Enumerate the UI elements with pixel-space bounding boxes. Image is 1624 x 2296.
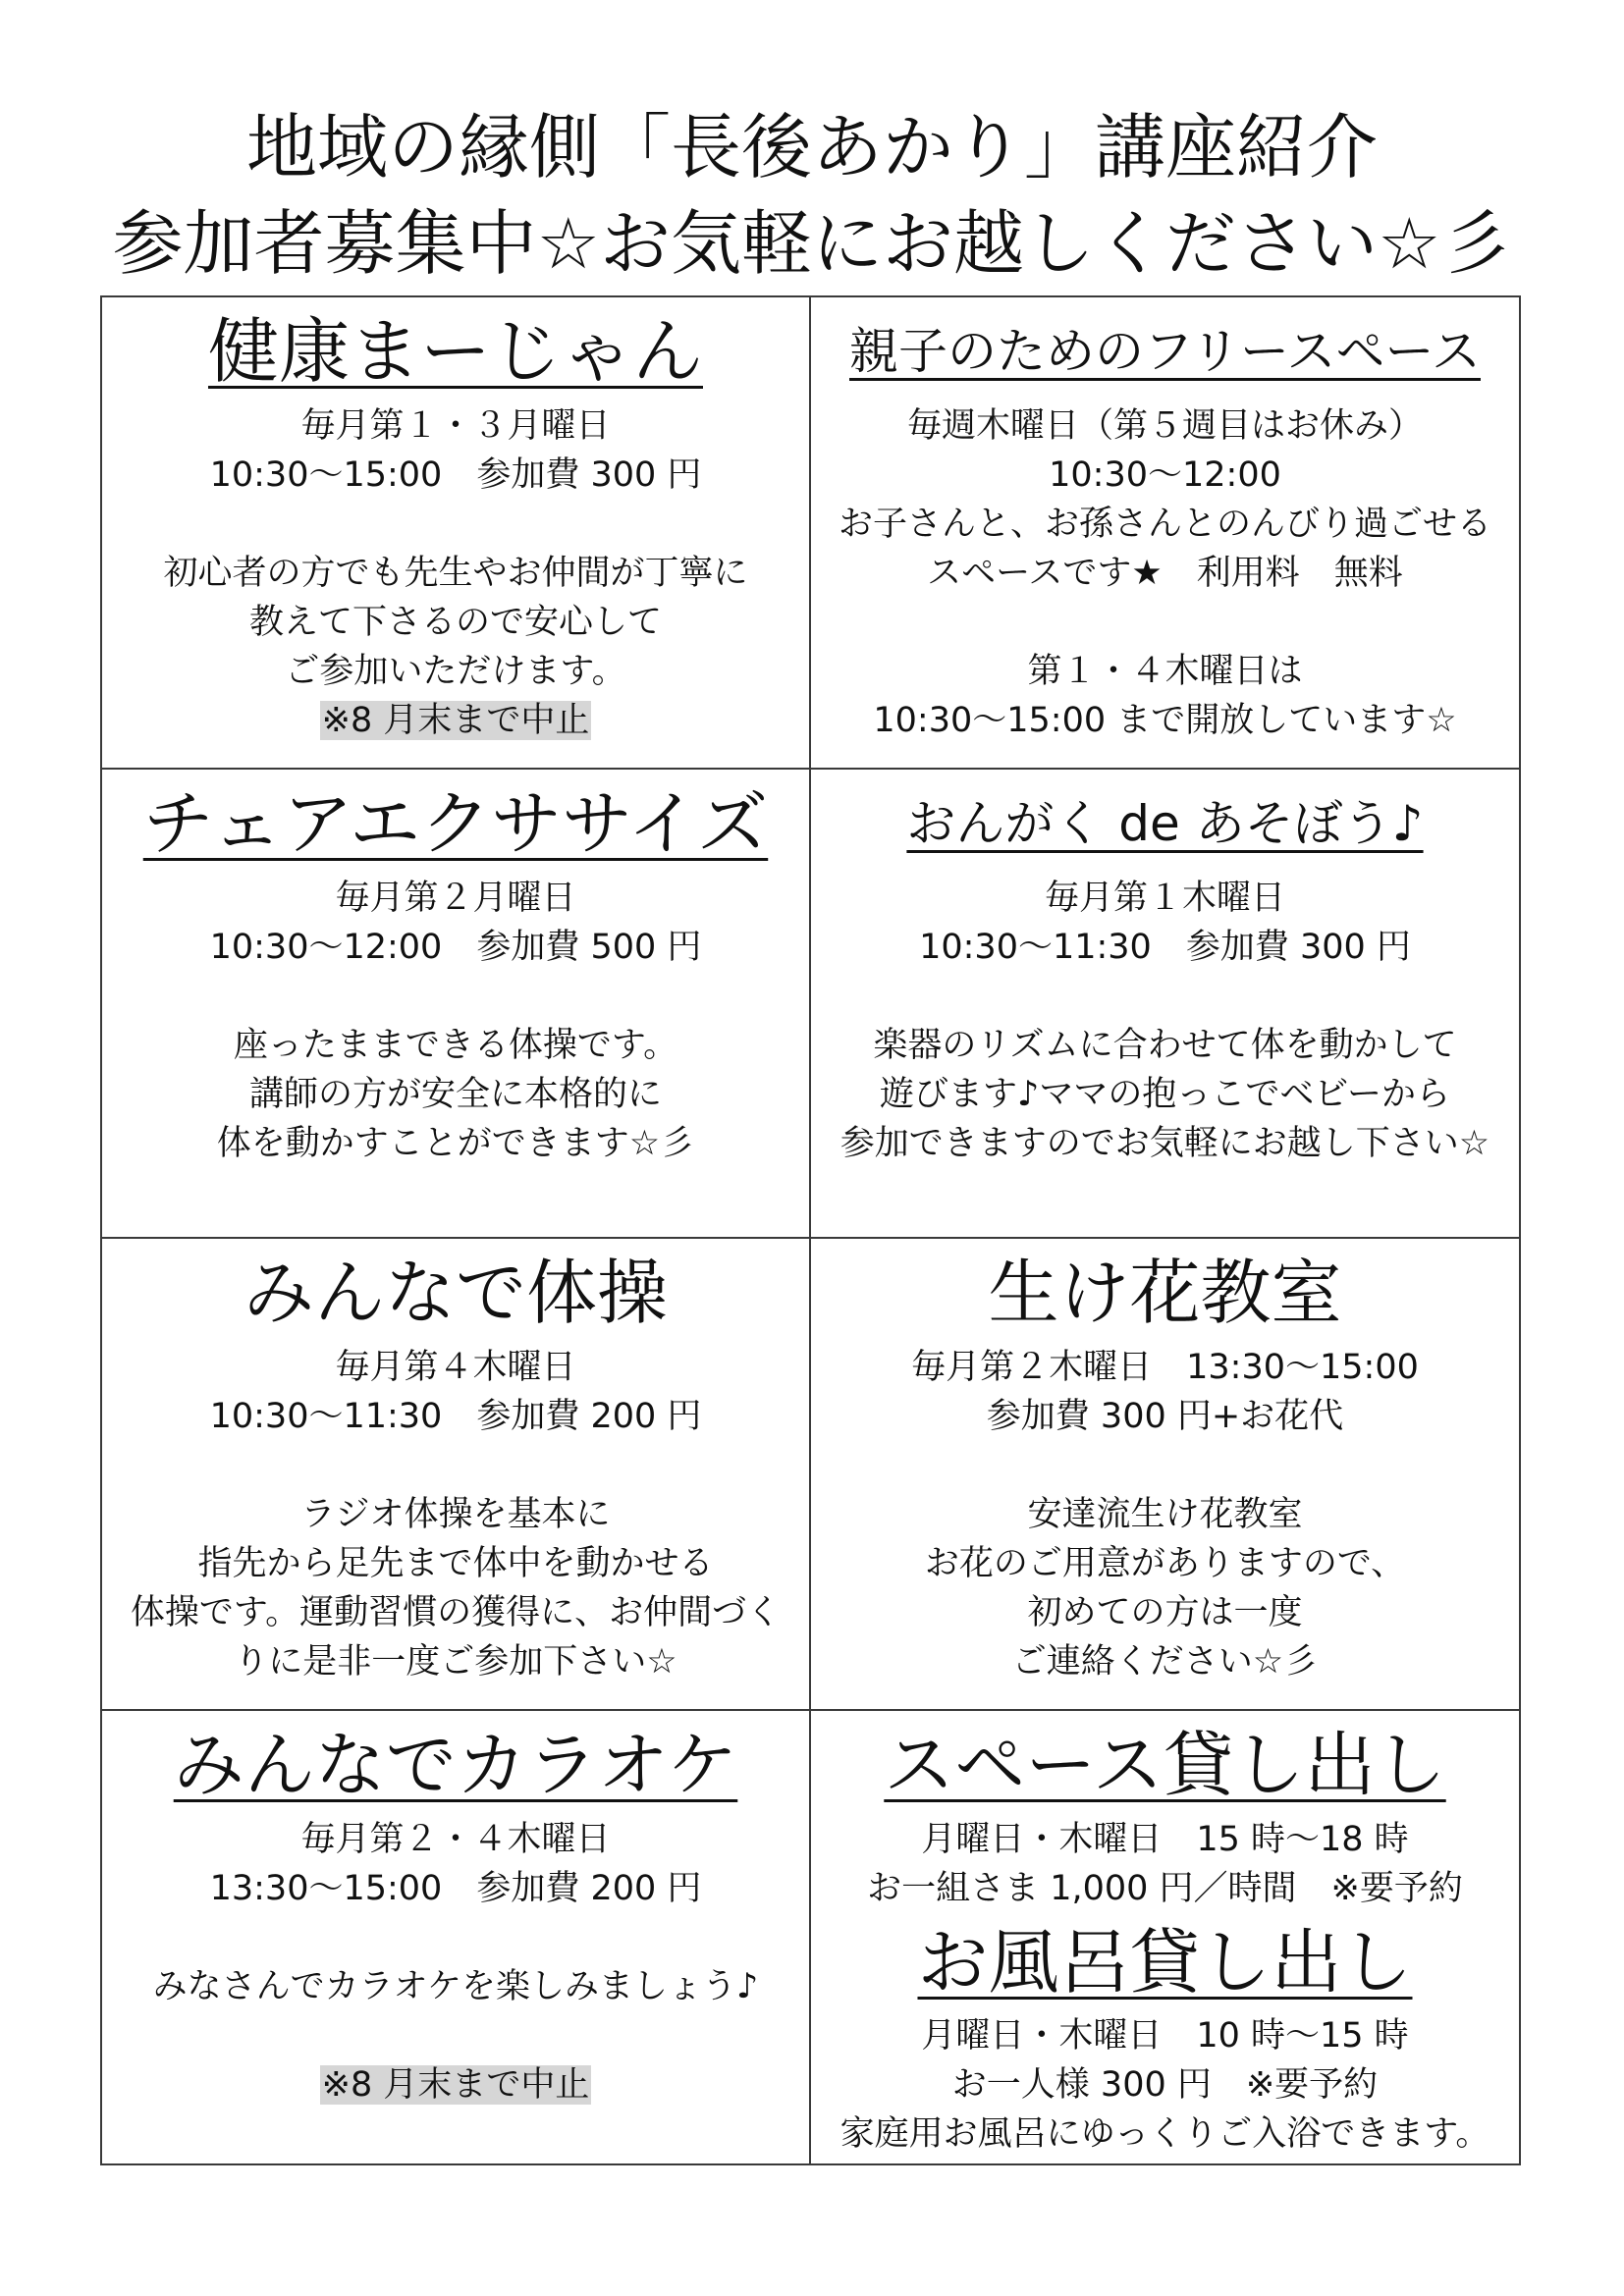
title-line-2: 参加者募集中☆お気軽にお越しください☆彡: [112, 202, 1512, 285]
course-heading: [102, 312, 809, 391]
course-extra-line: 10:30～15:00 まで開放しています☆: [873, 701, 1457, 740]
course-name: 健康まーじゃん: [207, 310, 703, 393]
course-description-line: みなさんでカラオケを楽しみましょう♪: [152, 1967, 759, 2006]
course-cell-kids-space: [811, 297, 1519, 770]
course-cell-ikebana: [811, 1239, 1519, 1711]
bath-rental-heading: [811, 1923, 1519, 2002]
space-rental-schedule: 月曜日・木曜日 15 時～18 時: [921, 1820, 1409, 1859]
bath-rental-name: お風呂貸し出し: [917, 1921, 1413, 2003]
course-description-line: 初めての方は一度: [1027, 1593, 1303, 1632]
space-rental-price: お一組さま 1,000 円／時間 ※要予約: [867, 1869, 1463, 1908]
course-cell-mahjong: [102, 297, 811, 770]
course-description-line: 楽器のリズムに合わせて体を動かして: [873, 1026, 1457, 1065]
course-description-line: 初心者の方でも先生やお仲間が丁寧に: [163, 554, 748, 593]
course-schedule: 毎月第２木曜日 13:30～15:00: [911, 1348, 1419, 1387]
course-time-fee: 10:30～15:00 参加費 300 円: [209, 455, 702, 495]
course-heading: [102, 1254, 809, 1332]
course-cell-chair-exercise: [102, 770, 811, 1239]
course-description-line: お子さんと、お孫さんとのんびり過ごせる: [838, 505, 1491, 544]
course-heading: [811, 784, 1519, 863]
course-name: 生け花教室: [988, 1252, 1342, 1334]
course-fee: 参加費 300 円+お花代: [986, 1397, 1344, 1436]
course-heading: [102, 1726, 809, 1804]
course-description-line: 参加できますのでお気軽にお越し下さい☆: [839, 1124, 1490, 1163]
course-note: [102, 696, 809, 745]
course-time: 10:30～12:00: [1049, 455, 1281, 495]
course-time-fee: 10:30～12:00 参加費 500 円: [209, 928, 702, 967]
course-note: [102, 2060, 809, 2109]
course-description-line: ご連絡ください☆彡: [1011, 1642, 1319, 1682]
course-description-line: ご参加いただけます。: [285, 652, 626, 691]
course-description-line: 座ったままできる体操です。: [233, 1026, 678, 1065]
course-description-line: 指先から足先まで体中を動かせる: [197, 1544, 714, 1583]
course-cell-rental: [811, 1711, 1519, 2163]
course-schedule: 毎月第４木曜日: [335, 1348, 576, 1387]
course-extra-line: 第１・４木曜日は: [1027, 652, 1303, 691]
course-cell-music: [811, 770, 1519, 1239]
page-title: [0, 99, 1624, 292]
course-heading: [811, 312, 1519, 391]
course-description-line: 安達流生け花教室: [1027, 1495, 1303, 1534]
course-fee: スペースです★ 利用料 無料: [927, 554, 1403, 593]
course-time-fee: 13:30～15:00 参加費 200 円: [209, 1869, 702, 1908]
course-name: みんなで体操: [243, 1252, 668, 1334]
course-name: おんがく de あそぼう♪: [906, 795, 1424, 852]
space-rental-name: スペース貸し出し: [884, 1724, 1446, 1806]
course-description-line: 体操です。運動習慣の獲得に、お仲間づく: [130, 1593, 782, 1632]
title-line-1: 地域の縁側「長後あかり」講座紹介: [245, 106, 1378, 188]
bath-rental-description: 家庭用お風呂にゆっくりご入浴できます。: [839, 2114, 1490, 2154]
space-rental-heading: [811, 1726, 1519, 1804]
bath-rental-price: お一人様 300 円 ※要予約: [951, 2065, 1379, 2105]
bath-rental-schedule: 月曜日・木曜日 10 時～15 時: [921, 2016, 1409, 2056]
course-name: 親子のためのフリースペース: [849, 323, 1481, 380]
course-name: みんなでカラオケ: [173, 1724, 738, 1806]
course-cell-karaoke: [102, 1711, 811, 2163]
course-table: [100, 295, 1521, 2165]
course-description-line: 体を動かすことができます☆彡: [216, 1124, 695, 1163]
course-heading: [102, 784, 809, 863]
suspension-notice: ※8 月末まで中止: [321, 701, 590, 740]
course-cell-exercise: [102, 1239, 811, 1711]
course-description-line: お花のご用意がありますので、: [924, 1544, 1406, 1583]
course-schedule: 毎月第２・４木曜日: [300, 1820, 611, 1859]
course-time-fee: 10:30～11:30 参加費 200 円: [209, 1397, 702, 1436]
course-description-line: 教えて下さるので安心して: [248, 603, 662, 642]
course-schedule: 毎週木曜日（第５週目はお休み）: [906, 406, 1423, 446]
course-description-line: りに是非一度ご参加下さい☆: [234, 1642, 677, 1682]
course-name: チェアエクササイズ: [142, 782, 769, 865]
course-schedule: 毎月第１木曜日: [1044, 879, 1285, 918]
course-schedule: 毎月第１・３月曜日: [300, 406, 611, 446]
course-description-line: 遊びます♪ママの抱っこでベビーから: [880, 1075, 1450, 1114]
course-description-line: ラジオ体操を基本に: [300, 1495, 611, 1534]
suspension-notice: ※8 月末まで中止: [321, 2065, 590, 2105]
course-heading: [811, 1254, 1519, 1332]
course-time-fee: 10:30～11:30 参加費 300 円: [919, 928, 1411, 967]
course-schedule: 毎月第２月曜日: [335, 879, 576, 918]
course-description-line: 講師の方が安全に本格的に: [248, 1075, 662, 1114]
